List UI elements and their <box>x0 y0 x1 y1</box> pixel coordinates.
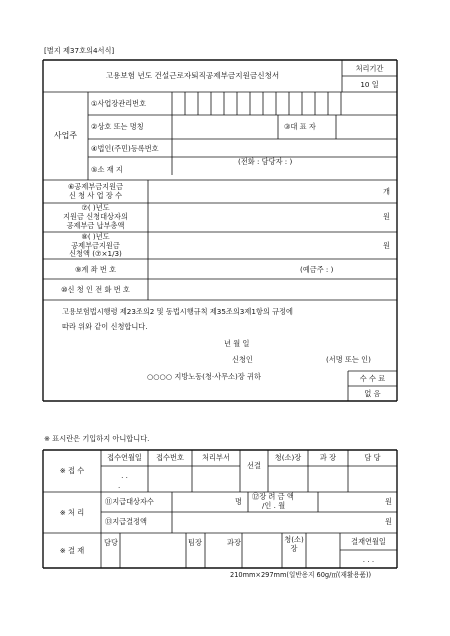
row8-label-line3: 신청액 (⑦×1/3) <box>69 249 122 258</box>
processing-dept-header: 처리부서 <box>202 453 230 462</box>
applicant-label: 신청인 <box>232 355 253 364</box>
row8-label-line2: 공제부금지원금 <box>71 241 120 250</box>
receipt-date-dots: . . <box>121 471 128 480</box>
workplace-number-label: ①사업장관리번호 <box>91 99 147 108</box>
form-code: [별지 제37호의4서식] <box>44 46 115 55</box>
registration-number-label: ④법인(주민)등록번호 <box>91 144 159 153</box>
phone-contact-text: (전화 : 담당자 : ) <box>238 157 293 166</box>
fee-value: 없 음 <box>364 389 381 398</box>
receipt-label: ※ 접 수 <box>59 466 85 475</box>
row6-label-line1: ⑥공제부금지원금 <box>67 182 124 191</box>
recipient-count-unit: 명 <box>235 497 242 506</box>
decision-staff-label: 담당 <box>104 538 118 547</box>
row7-label-line2: 지원금 신청대상자의 <box>63 212 128 221</box>
representative-label: ③대 표 자 <box>284 122 316 131</box>
office-use-notice: ※ 표시란은 기입하지 아니합니다. <box>44 434 150 443</box>
fee-label: 수 수 료 <box>359 374 386 383</box>
processing-period-value: 10 일 <box>360 80 379 89</box>
employer-section-label: 사업주 <box>53 131 78 140</box>
addressee-text: ○○○○ 지방노동(청·사무소)장 귀하 <box>147 372 261 381</box>
decision-date-dots: . . . <box>362 555 375 564</box>
paper-size-footer: 210mm×297mm(일반용지 60g/㎡(재활용품)) <box>230 571 372 579</box>
receipt-date-header: 접수연월일 <box>107 453 142 462</box>
form-title: 고용보험 년도 건설근로자퇴직공제부금지원금신청서 <box>105 71 280 80</box>
recipient-count-label: ⑪지급대상자수 <box>105 497 154 506</box>
business-name-label: ②상호 또는 명칭 <box>91 122 144 131</box>
decision-amount-label: ⑬지급결정액 <box>105 517 147 526</box>
staff-header: 담 당 <box>364 453 381 462</box>
total-payment-input[interactable] <box>149 204 299 231</box>
row8-unit: 원 <box>383 241 390 250</box>
row10-phone-label: ⑩신 청 인 전 화 번 호 <box>61 285 130 294</box>
incentive-amount-unit: 원 <box>385 497 392 506</box>
decision-label: ※ 결 재 <box>59 546 85 555</box>
decision-chief-label: 청(소)장 <box>284 535 304 553</box>
row7-unit: 원 <box>383 212 390 221</box>
processing-period-label: 처리기간 <box>355 64 384 73</box>
receipt-date-dot: . <box>118 481 121 490</box>
row6-label-line2: 신 청 사 업 장 수 <box>68 191 123 200</box>
address-label: ⑤소 재 지 <box>91 165 123 174</box>
account-number-input[interactable] <box>149 260 297 278</box>
workplace-count-input[interactable] <box>149 181 299 202</box>
decision-section-label: 과장 <box>227 538 241 547</box>
row9-account-holder: (예금주 : ) <box>300 265 334 274</box>
decision-date-label: 결재연월일 <box>351 537 386 546</box>
declaration-line1: 고용보험법시행령 제23조의2 및 동법시행규칙 제35조의3제1항의 규정에 <box>62 307 293 316</box>
decision-team-label: 팀장 <box>188 538 202 547</box>
registration-number-input[interactable] <box>173 140 396 156</box>
row7-label-line1: ⑦( )년도 <box>81 203 110 212</box>
row8-label-line1: ⑧( )년도 <box>81 232 110 241</box>
signature-label: (서명 또는 인) <box>326 355 371 364</box>
processing-label: ※ 처 리 <box>59 508 85 517</box>
incentive-amount-label: ⑫장 려 금 액 <box>252 492 294 501</box>
row7-label-line3: 공제부금 납부총액 <box>66 221 125 230</box>
decision-amount-unit: 원 <box>385 517 392 526</box>
subsidy-amount-input[interactable] <box>149 233 299 258</box>
business-name-input[interactable] <box>173 116 277 138</box>
address-input[interactable] <box>173 158 396 178</box>
section-chief-header: 과 장 <box>319 453 337 462</box>
declaration-date: 년 월 일 <box>224 339 250 348</box>
receipt-number-header: 접수번호 <box>156 453 184 462</box>
chief-header: 청(소)장 <box>274 453 302 462</box>
incentive-amount-sub: /인 . 월 <box>262 501 286 510</box>
representative-input[interactable] <box>337 116 396 138</box>
row6-unit: 개 <box>383 187 390 196</box>
pre-approval-header: 선결 <box>247 461 261 470</box>
row9-account-label: ⑨계 좌 번 호 <box>74 265 117 274</box>
applicant-phone-input[interactable] <box>149 280 396 299</box>
declaration-line2: 따라 위와 같이 신청합니다. <box>62 322 148 331</box>
